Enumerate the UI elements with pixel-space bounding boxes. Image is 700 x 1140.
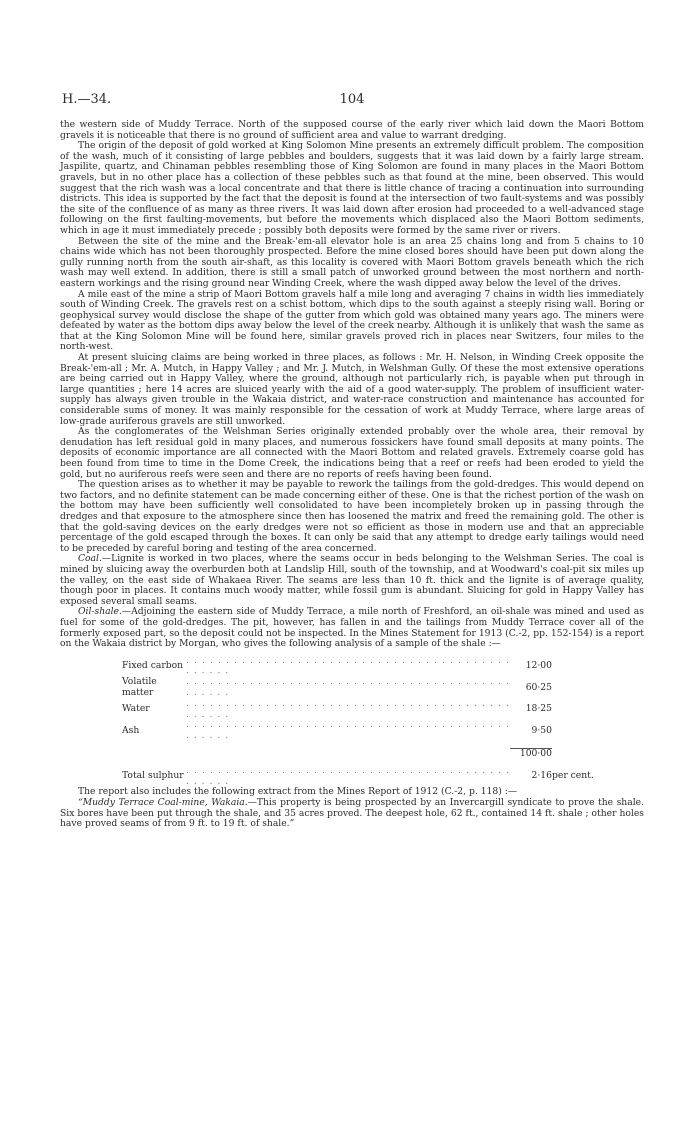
leader-dots: . . . . . . . . . . . . . . . . . . . . . . . . . . . . . . . . . . . . . . . . . . . . . . . [186, 719, 510, 742]
sulphur-row [122, 766, 594, 788]
quote-title: “Muddy Terrace Coal-mine, Wakaia. [78, 797, 248, 809]
document-reference: H.—34. [62, 92, 112, 107]
sulphur-unit: per cent. [552, 770, 594, 782]
sulphur-label: Total sulphur [122, 770, 184, 782]
paragraph: the western side of Muddy Terrace. North of the supposed course of the early river which laid down the Maori Bottom gravels it is noticeable that there is no ground of sufficient area and value to warrant dredging. [60, 119, 644, 141]
analysis-row [122, 677, 594, 699]
analysis-value: 12·00 [525, 660, 552, 672]
paragraph: As the conglomerates of the Welshman Series originally extended probably over the whole area, their removal by denudation has left residual gold in many places, and numerous fossickers have found small deposits at many points. The deposits of economic importance are all connected with the Maori Bottom and related gravels. Extremely coarse gold has been found from time to time in the Dome Creek, the indications being that a reef or reefs had been eroded to yield the gold, but no auriferous reefs were seen and there are no reports of reefs having been found. [60, 426, 644, 480]
oil-shale-text: —Adjoining the eastern side of Muddy Terrace, a mile north of Freshford, an oil-shale was mined and used as fuel for some of the gold-dredges. The pit, however, has fallen in and the tailings from Muddy Terrace cover all of the formerly exposed part, so the deposit could not be inspected. In the Mines Statement for 1913 (C.-2, pp. 152-154) is a report on the Wakaia district by Morgan, who gives the following analysis of a sample of the shale :— [60, 606, 644, 650]
paragraph: A mile east of the mine a strip of Maori Bottom gravels half a mile long and averaging 7 chains in width lies immediately south of Winding Creek. The gravels rest on a schist bottom, which dips to the south against a steeply rising wall. Boring or geophysical survey would disclose the shape of the gutter from which gold was obtained many years ago. The miners were defeated by water as the bottom dips away below the level of the creek nearby. Although it is unlikely that wash the same as that at the King Solomon Mine will be found here, similar gravels proved rich in places near Switzers, four miles to the north-west. [60, 288, 644, 353]
sulphur-value: 2·16 [531, 770, 552, 782]
paragraph: The question arises as to whether it may be payable to rework the tailings from the gold-dredges. This would depend on two factors, and no definite statement can be made concerning either of these. One is that the richest portion of the wash on the bottom may have been sufficiently well consolidated to have been incompletely broken up in passing through the dredges and that exposure to the atmosphere since then has loosened the matrix and freed the remaining gold. The other is that the gold-saving devices on the early dredges were not so efficient as those in modern use and that an appreciable percentage of the gold escaped through the boxes. It can only be said that any attempt to dredge early tailings would need to be preceded by careful boring and testing of the area concerned. [60, 479, 644, 554]
paragraph: The origin of the deposit of gold worked at King Solomon Mine presents an extremely difficult problem. The composition of the wash, much of it consisting of large pebbles and boulders, suggests that it was laid down by a fairly large stream. Jaspilite, quartz, and Chinaman pebbles resembling those of King Solomon are found in many places in the Maori Bottom gravels, but in no other place has a collection of these pebbles such as that found at the mine, been observed. This would suggest that the rich wash was a local concentrate and that there is little chance of tracing a continuation into surrounding districts. This idea is supported by the fact that the deposit is found at the intersection of two fault-systems and was possibly the site of the confluence of as many as three rivers. It was laid down after erosion had proceeded to a well-advanced stage following on the first faulting-movements, but before the movements which displaced also the Maori Bottom sediments, which in age it must immediately precede ; possibly both deposits were formed by the same river or rivers. [60, 140, 644, 236]
leader-dots: . . . . . . . . . . . . . . . . . . . . . . . . . . . . . . . . . . . . . . . . . . . . . . . [186, 697, 510, 720]
report-extract-intro: The report also includes the following extract from the Mines Report of 1912 (C.-2, p. 118) :— [78, 786, 518, 798]
quote-text: —This property is being prospected by an Invercargill syndicate to prove the shale. Six bores have been put through the shale, and 35 acres proved. The deepest hole, 62 ft., contained 14 ft. shale ; other holes have proved seams of from 9 ft. to 19 ft. of shale.” [60, 797, 644, 830]
leader-dots: . . . . . . . . . . . . . . . . . . . . . . . . . . . . . . . . . . . . . . . . . . . . . . . [186, 676, 510, 699]
analysis-label: Ash [122, 724, 140, 736]
coal-heading: Coal. [78, 553, 102, 565]
analysis-value: 9·50 [531, 724, 552, 736]
paragraph: Between the site of the mine and the Break-'em-all elevator hole is an area 25 chains long and from 5 chains to 10 chains wide which has not been thoroughly prospected. Before the mine closed bores should have been put down along the gully running north from the south air-shaft, as this locality is covered with Maori Bottom gravels beneath which the rich wash may well extend. In addition, there is still a small patch of unworked ground between the most northern and north-eastern workings and the rising ground near Winding Creek, where the wash dipped away below the level of the drives. [60, 235, 644, 289]
oil-shale-heading: Oil-shale. [78, 606, 122, 618]
analysis-row [122, 656, 594, 678]
analysis-label: Fixed carbon [122, 660, 184, 672]
analysis-row [122, 720, 594, 742]
analysis-label: Water [122, 703, 150, 715]
page-number: 104 [339, 92, 365, 107]
analysis-value: 18·25 [525, 703, 552, 715]
body-text [60, 120, 644, 830]
page-header [62, 92, 642, 108]
analysis-total-row [122, 749, 594, 760]
shale-analysis-table [122, 656, 594, 788]
analysis-total: 100·00 [510, 749, 552, 760]
analysis-label: Volatile matter [122, 676, 157, 699]
paragraph: At present sluicing claims are being worked in three places, as follows : Mr. H. Nelson, in Winding Creek opposite the Break-'em-all ; Mr. A. Mutch, in Happy Valley ; and Mr. J. Mutch, in Welshman Gully. Of these the most extensive operations are being carried out in Happy Valley, where the ground, although not particularly rich, is payable when put through in large quantities ; here 14 acres are sluiced yearly with the aid of a good water-supply. The problem of insufficient water-supply has always given trouble in the Wakaia district, and water-race construction and maintenance has accounted for considerable sums of money. It was mainly responsible for the cessation of work at Muddy Terrace, where large areas of low-grade auriferous gravels are still unworked. [60, 352, 644, 427]
oil-shale-paragraph [60, 607, 644, 649]
leader-dots: . . . . . . . . . . . . . . . . . . . . . . . . . . . . . . . . . . . . . . . . . . . . . . . [186, 654, 510, 677]
analysis-value: 60·25 [525, 681, 552, 693]
report-extract-quote [60, 798, 644, 830]
coal-paragraph [60, 554, 644, 607]
analysis-row [122, 699, 594, 721]
coal-text: —Lignite is worked in two places, where the seams occur in beds belonging to the Welshman Series. The coal is mined by sluicing away the overburden both at Landslip Hill, south of the township, and at Woodward's coal-pit six miles up the valley, on the east side of Whakaea River. The seams are less than 10 ft. thick and the lignite is of average quality, though poor in places. It contains much woody matter, while fossil gum is abundant. Sluicing for gold in Happy Valley has exposed several small seams. [60, 553, 644, 607]
leader-dots: . . . . . . . . . . . . . . . . . . . . . . . . . . . . . . . . . . . . . . . . . . . . . . . [186, 764, 510, 787]
